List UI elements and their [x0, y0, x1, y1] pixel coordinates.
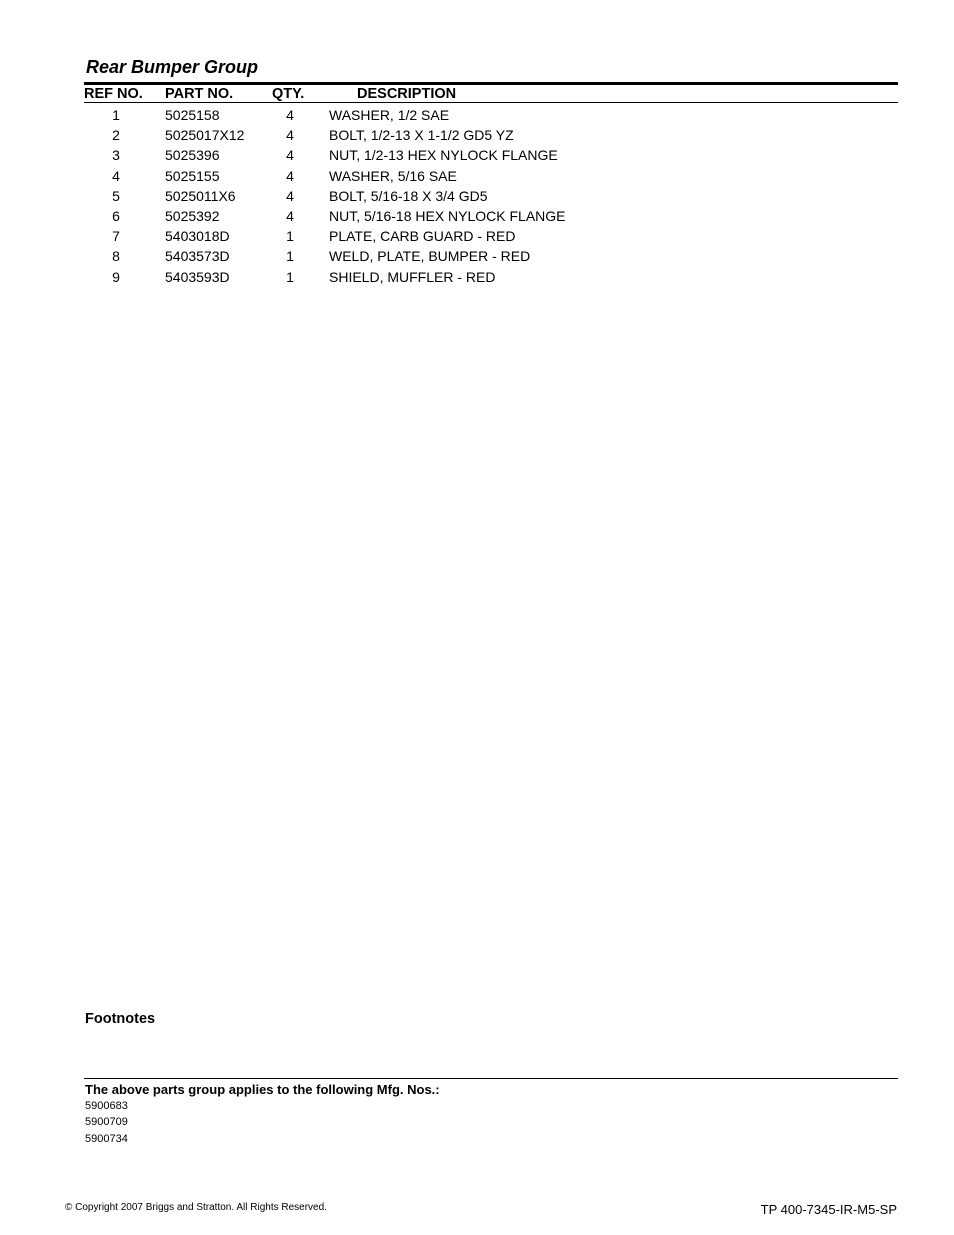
document-number: TP 400-7345-IR-M5-SP — [760, 1202, 897, 1217]
part-no-cell: 5025158 — [165, 107, 220, 123]
ref-no-cell: 4 — [112, 167, 120, 184]
table-row — [0, 247, 954, 267]
mfg-number: 5900709 — [85, 1116, 128, 1129]
qty-cell: 4 — [286, 187, 294, 204]
ref-no-cell: 9 — [112, 268, 120, 285]
footnotes-heading: Footnotes — [85, 1011, 156, 1027]
ref-no-cell: 6 — [112, 207, 120, 224]
qty-cell: 1 — [286, 248, 294, 265]
applies-to-heading: The above parts group applies to the following Mfg. Nos.: — [85, 1082, 440, 1097]
part-no-cell: 5403018D — [165, 228, 230, 245]
table-row — [0, 268, 954, 288]
page-title: Rear Bumper Group — [86, 57, 259, 77]
mfg-number-list — [85, 1100, 128, 1149]
ref-no-cell: 8 — [112, 248, 120, 265]
ref-no-cell: 7 — [112, 228, 120, 245]
description-cell: WELD, PLATE, BUMPER - RED — [329, 248, 531, 265]
mfg-number: 5900734 — [85, 1132, 128, 1145]
table-row — [0, 187, 954, 207]
description-cell: WASHER, 1/2 SAE — [329, 107, 450, 123]
qty-cell: 4 — [286, 147, 294, 164]
qty-cell: 4 — [286, 127, 294, 144]
column-header-qty: QTY. — [272, 86, 305, 102]
parts-table — [0, 106, 954, 288]
copyright-notice: © Copyright 2007 Briggs and Stratton. All Rights Reserved. — [65, 1202, 327, 1213]
mfg-number: 5900683 — [85, 1100, 128, 1112]
description-cell: NUT, 1/2-13 HEX NYLOCK FLANGE — [329, 147, 558, 164]
part-no-cell: 5025155 — [165, 167, 220, 184]
header-divider — [84, 102, 898, 103]
part-no-cell: 5025017X12 — [165, 127, 245, 144]
part-no-cell: 5025396 — [165, 147, 220, 164]
description-cell: NUT, 5/16-18 HEX NYLOCK FLANGE — [329, 207, 566, 224]
table-row — [0, 167, 954, 187]
qty-cell: 1 — [286, 228, 294, 245]
table-row — [0, 146, 954, 166]
description-cell: BOLT, 5/16-18 X 3/4 GD5 — [329, 187, 488, 204]
description-cell: PLATE, CARB GUARD - RED — [329, 228, 516, 245]
table-row — [0, 106, 954, 126]
ref-no-cell: 3 — [112, 147, 120, 164]
ref-no-cell: 5 — [112, 187, 120, 204]
description-cell: BOLT, 1/2-13 X 1-1/2 GD5 YZ — [329, 127, 514, 144]
table-row — [0, 126, 954, 146]
table-row — [0, 227, 954, 247]
column-header-description: DESCRIPTION — [357, 86, 457, 102]
applies-divider — [84, 1078, 898, 1079]
description-cell: SHIELD, MUFFLER - RED — [329, 268, 496, 285]
qty-cell: 4 — [286, 107, 294, 123]
part-no-cell: 5025392 — [165, 207, 220, 224]
part-no-cell: 5025011X6 — [165, 187, 236, 204]
ref-no-cell: 1 — [112, 107, 120, 123]
title-divider — [84, 82, 898, 85]
description-cell: WASHER, 5/16 SAE — [329, 167, 457, 184]
table-row — [0, 207, 954, 227]
qty-cell: 4 — [286, 207, 294, 224]
part-no-cell: 5403593D — [165, 268, 230, 285]
column-header-ref-no: REF NO. — [84, 86, 143, 102]
qty-cell: 4 — [286, 167, 294, 184]
qty-cell: 1 — [286, 268, 294, 285]
ref-no-cell: 2 — [112, 127, 120, 144]
part-no-cell: 5403573D — [165, 248, 230, 265]
column-header-part-no: PART NO. — [165, 86, 234, 102]
